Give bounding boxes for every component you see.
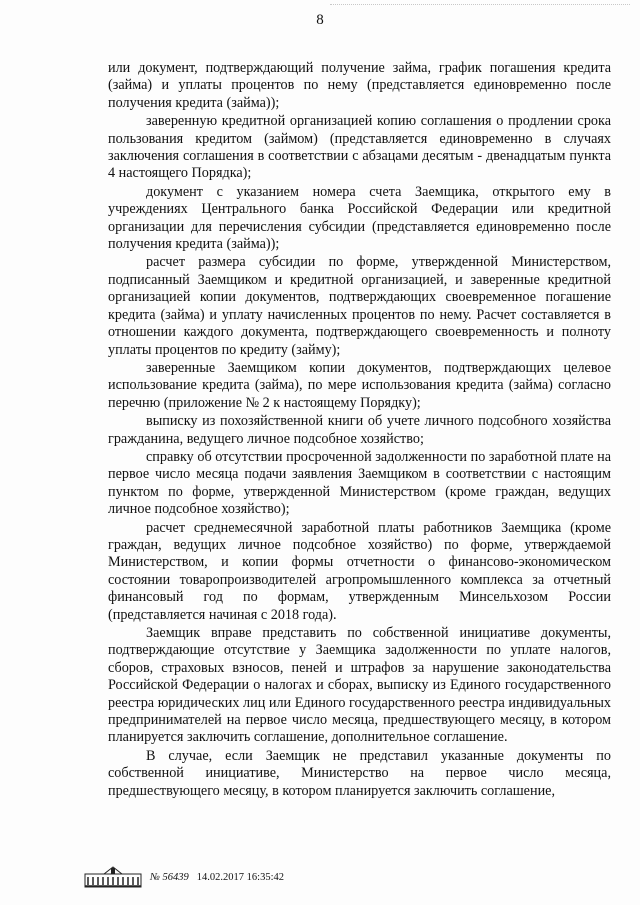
paragraph: заверенные Заемщиком копии документов, подтверждающих целевое использование кредита (займа), по мере использования кредита (займа) согласно перечню (приложение № 2 к настоящему Порядку); [108,359,611,411]
page-number: 8 [316,12,324,28]
scan-edge-mark [330,4,630,9]
paragraph: выписку из похозяйственной книги об учете личного подсобного хозяйства гражданина, ведущего личное подсобное хозяйство; [108,413,611,447]
document-body [108,60,611,801]
paragraph: расчет размера субсидии по форме, утвержденной Министерством, подписанный Заемщиком и кредитной организацией, и заверенные кредитной организацией копии документов, подтверждающих своевременное погашение кредита (займа) и уплату начисленных процентов по нему. Расчет составляется в отношении каждого документа, подтверждающего своевременность и полноту уплаты процентов по кредиту (займу); [108,254,611,358]
paragraph: или документ, подтверждающий получение займа, график погашения кредита (займа) и уплаты процентов по нему (представляется единовременно после получения кредита (займа)); [108,60,611,111]
document-timestamp: 14.02.2017 16:35:42 [196,871,284,883]
document-footer [84,864,284,890]
document-number: № 56439 [150,871,189,883]
paragraph: заверенную кредитной организацией копию соглашения о продлении срока пользования кредитом (займом) (представляется единовременно в случаях заключения соглашения в соответствии с абзацами десятым - двенадцатым пункта 4 настоящего Порядка); [108,113,611,182]
paragraph: справку об отсутствии просроченной задолженности по заработной плате на первое число месяца подачи заявления Заемщиком в соответствии с настоящим пунктом по форме, утвержденной Министерством (кроме граждан, ведущих личное подсобное хозяйство); [108,448,611,518]
government-building-logo-icon [84,865,142,889]
paragraph: Заемщик вправе представить по собственной инициативе документы, подтверждающие отсутствие у Заемщика задолженности по уплате налогов, сборов, страховых взносов, пеней и штрафов за нарушение законодательства Российской Федерации о налогах и сборах, выписку из Единого государственного реестра юридических лиц или Единого государственного реестра индивидуальных предпринимателей на первое число месяца, предшествующего месяцу, в котором планируется заключить соглашение, дополнительное соглашение. [108,625,611,746]
paragraph: В случае, если Заемщик не представил указанные документы по собственной инициативе, Министерство на первое число месяца, предшествующего месяцу, в котором планируется заключить соглашение, [108,747,611,799]
paragraph: документ с указанием номера счета Заемщика, открытого ему в учреждениях Центрального банка Российской Федерации или кредитной организации для перечисления субсидии (представляется единовременно после получения кредита (займа)); [108,183,611,253]
paragraph: расчет среднемесячной заработной платы работников Заемщика (кроме граждан, ведущих личное подсобное хозяйство) по форме, утверждаемой Министерством, и копии формы отчетности о финансово-экономическом состоянии товаропроизводителей агропромышленного комплекса за отчетный финансовый год по формам, утвержденным Минсельхозом России (представляется начиная с 2018 года). [108,519,611,623]
